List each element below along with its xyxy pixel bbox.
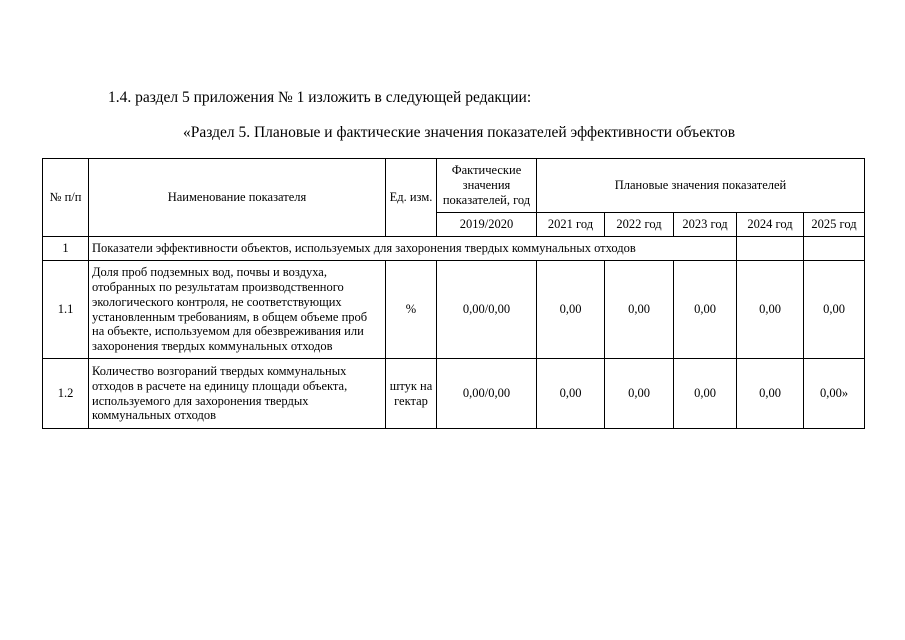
row-name: Доля проб подземных вод, почвы и воздуха, отобранных по результатам производственного экологического контроля, не соответствующих установленным требованиям, в общем объеме проб на объекте, используемом для обезвреживания или захоронения твердых коммунальных отходов <box>89 261 386 359</box>
row-unit: % <box>386 261 437 359</box>
row-planned: 0,00 <box>537 261 605 359</box>
header-unit: Ед. изм. <box>386 159 437 237</box>
section-heading: «Раздел 5. Плановые и фактические значения показателей эффективности объектов <box>183 124 736 141</box>
section-row <box>43 237 865 261</box>
intro-paragraph: 1.4. раздел 5 приложения № 1 изложить в следующей редакции: <box>108 89 532 106</box>
row-planned: 0,00 <box>674 359 737 429</box>
year-actual: 2019/2020 <box>437 213 537 237</box>
year-planned: 2022 год <box>605 213 674 237</box>
header-name: Наименование показателя <box>89 159 386 237</box>
row-num: 1.2 <box>43 359 89 429</box>
table-row <box>43 359 865 429</box>
section-title: Показатели эффективности объектов, используемых для захоронения твердых коммунальных отходов <box>89 237 737 261</box>
row-planned: 0,00 <box>605 261 674 359</box>
year-planned: 2025 год <box>804 213 865 237</box>
table-row <box>43 261 865 359</box>
year-planned: 2024 год <box>737 213 804 237</box>
header-actual: Фактические значения показателей, год <box>437 159 537 213</box>
row-planned: 0,00 <box>804 261 865 359</box>
empty-cell <box>804 237 865 261</box>
row-planned: 0,00 <box>605 359 674 429</box>
row-planned: 0,00 <box>737 359 804 429</box>
row-planned: 0,00 <box>737 261 804 359</box>
year-planned: 2023 год <box>674 213 737 237</box>
header-row <box>43 159 865 213</box>
row-unit: штук на гектар <box>386 359 437 429</box>
row-actual: 0,00/0,00 <box>437 359 537 429</box>
indicators-table <box>42 158 865 429</box>
row-planned: 0,00 <box>537 359 605 429</box>
year-planned: 2021 год <box>537 213 605 237</box>
row-planned: 0,00 <box>674 261 737 359</box>
row-planned: 0,00» <box>804 359 865 429</box>
header-num: № п/п <box>43 159 89 237</box>
section-num: 1 <box>43 237 89 261</box>
header-planned: Плановые значения показателей <box>537 159 865 213</box>
row-name: Количество возгораний твердых коммунальных отходов в расчете на единицу площади объекта, используемого для захоронения твердых коммунальных отходов <box>89 359 386 429</box>
row-actual: 0,00/0,00 <box>437 261 537 359</box>
empty-cell <box>737 237 804 261</box>
row-num: 1.1 <box>43 261 89 359</box>
